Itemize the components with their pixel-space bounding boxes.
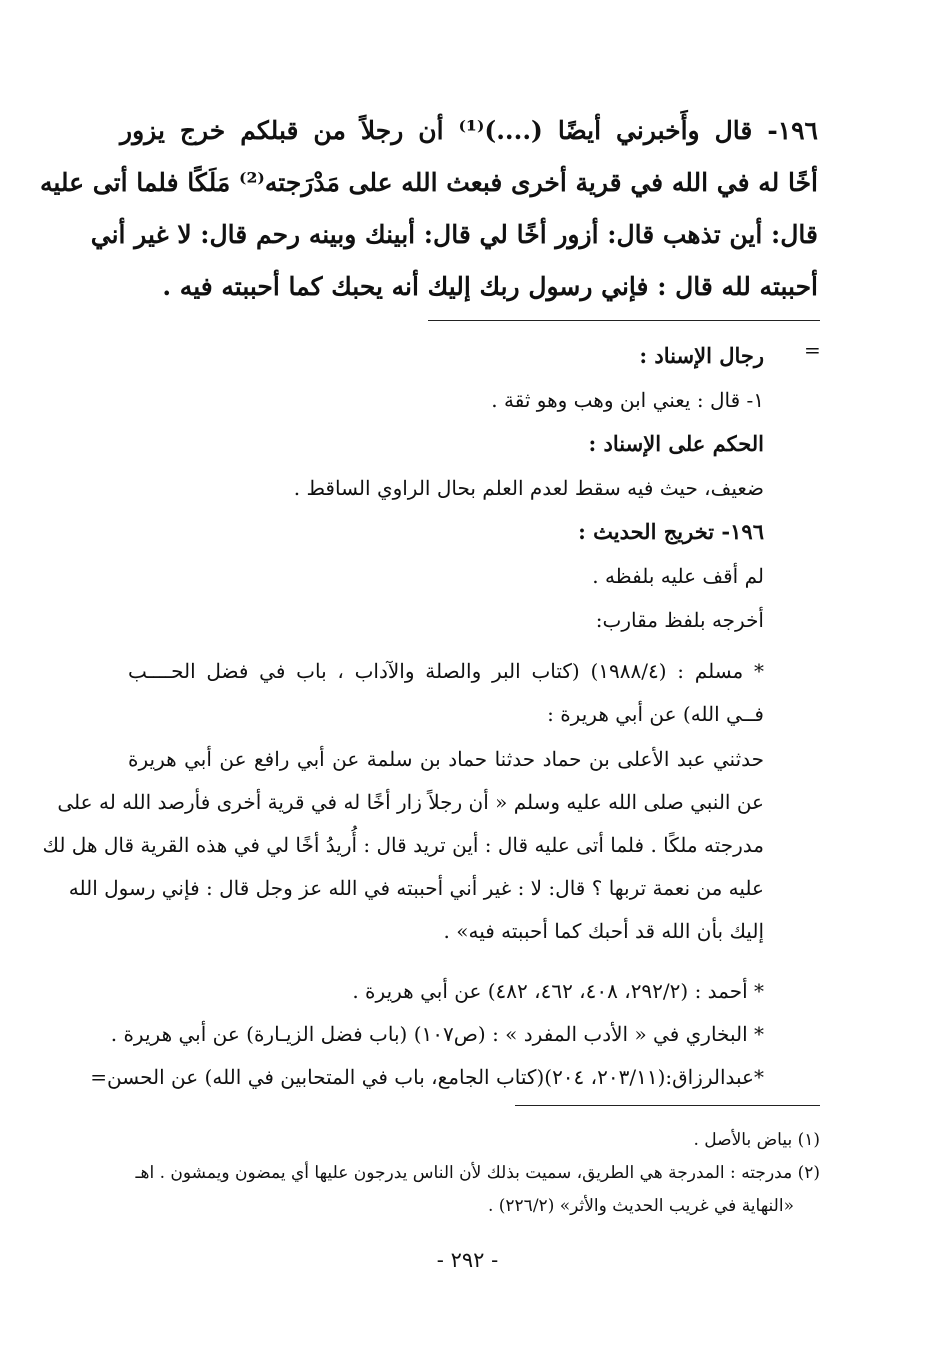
matn-line: مدرجته ملكًا . فلما أتى عليه قال : أين تريد قال : أُريدُ أخًا لي في هذه القرية قال هل لك bbox=[42, 833, 764, 857]
hadith-line: أخًا له في الله في قرية أخرى فبعث الله على مَدْرَجته⁽²⁾ مَلَكًا فلما أتى عليه bbox=[39, 168, 818, 197]
footnote-2: (٢) مدرجته : المدرجة هي الطريق، سميت بذلك لأن الناس يدرجون عليها أي يمضون ويمشون . اهـ bbox=[135, 1163, 820, 1183]
hadith-line: ١٩٦- قال وأَخبرني أيضًا (....)⁽¹⁾ أن رجلاً من قبلكم خرج يزور bbox=[120, 116, 818, 145]
hukm-heading: الحكم على الإسناد : bbox=[588, 431, 764, 456]
footnotes bbox=[128, 1124, 820, 1223]
commentary-section bbox=[128, 334, 764, 642]
footnote-1: (١) بياض بالأصل . bbox=[693, 1130, 820, 1150]
continuation-mark: = bbox=[804, 338, 821, 362]
section-divider bbox=[428, 320, 820, 321]
matn-line: إليك بأن الله قد أحبك كما أحببته فيه» . bbox=[443, 919, 764, 943]
rijal-heading: رجال الإسناد : bbox=[639, 343, 764, 368]
bukhari-citation: * البخاري في « الأدب المفرد » : (ص١٠٧) (باب فضل الزيـارة) عن أبي هريرة . bbox=[110, 1022, 764, 1046]
takhrij-heading: ١٩٦- تخريج الحديث : bbox=[578, 519, 764, 544]
ahmad-citation: * أحمد : (٢٩٢/٢، ٤٠٨، ٤٦٢، ٤٨٢) عن أبي هريرة . bbox=[352, 979, 764, 1003]
page-number: - ٢٩٢ - bbox=[436, 1248, 499, 1272]
rijal-item: ١- قال : يعني ابن وهب وهو ثقة . bbox=[491, 388, 764, 412]
takhrij-line: لم أقف عليه بلفظه . bbox=[592, 564, 764, 588]
matn-text bbox=[42, 738, 764, 953]
matn-line: عن النبي صلى الله عليه وسلم « أن رجلاً زار أخًا له في قرية أخرى فأرصد الله له على bbox=[57, 790, 764, 814]
matn-line: عليه من نعمة تربها ؟ قال: لا : غير أني أحببته في الله عز وجل قال : فإني رسول الله bbox=[68, 876, 764, 900]
muslim-citation bbox=[128, 650, 764, 736]
takhrij-line: أخرجه بلفظ مقارب: bbox=[595, 608, 764, 632]
hadith-text bbox=[39, 105, 818, 313]
other-citations bbox=[90, 970, 764, 1099]
hadith-line: قال: أين تذهب قال: أزور أخًا لي قال: أبينك وبينه رحم قال: لا غير أني bbox=[90, 220, 818, 249]
footnote-2-continued: «النهاية في غريب الحديث والأثر» (٢٢٦/٢) . bbox=[487, 1196, 794, 1216]
hadith-line: أحببته لله قال : فإني رسول ربك إليك أنه يحبك كما أحببته فيه . bbox=[162, 272, 818, 301]
hukm-text: ضعيف، حيث فيه سقط لعدم العلم بحال الراوي الساقط . bbox=[293, 476, 764, 500]
matn-line: حدثني عبد الأعلى بن حماد حدثنا حماد بن سلمة عن أبي رافع عن أبي هريرة bbox=[128, 747, 764, 771]
abdulrazzaq-citation: *عبدالرزاق:(٢٠٣/١١، ٢٠٤)(كتاب الجامع، باب في المتحابين في الله) عن الحسن= bbox=[90, 1065, 764, 1089]
footnote-divider bbox=[515, 1105, 820, 1106]
citation-line: فــي الله) عن أبي هريرة : bbox=[547, 702, 764, 726]
citation-line: * مسلم : (١٩٨٨/٤) (كتاب البر والصلة والآداب ، باب في فضل الحــــب bbox=[128, 659, 764, 683]
